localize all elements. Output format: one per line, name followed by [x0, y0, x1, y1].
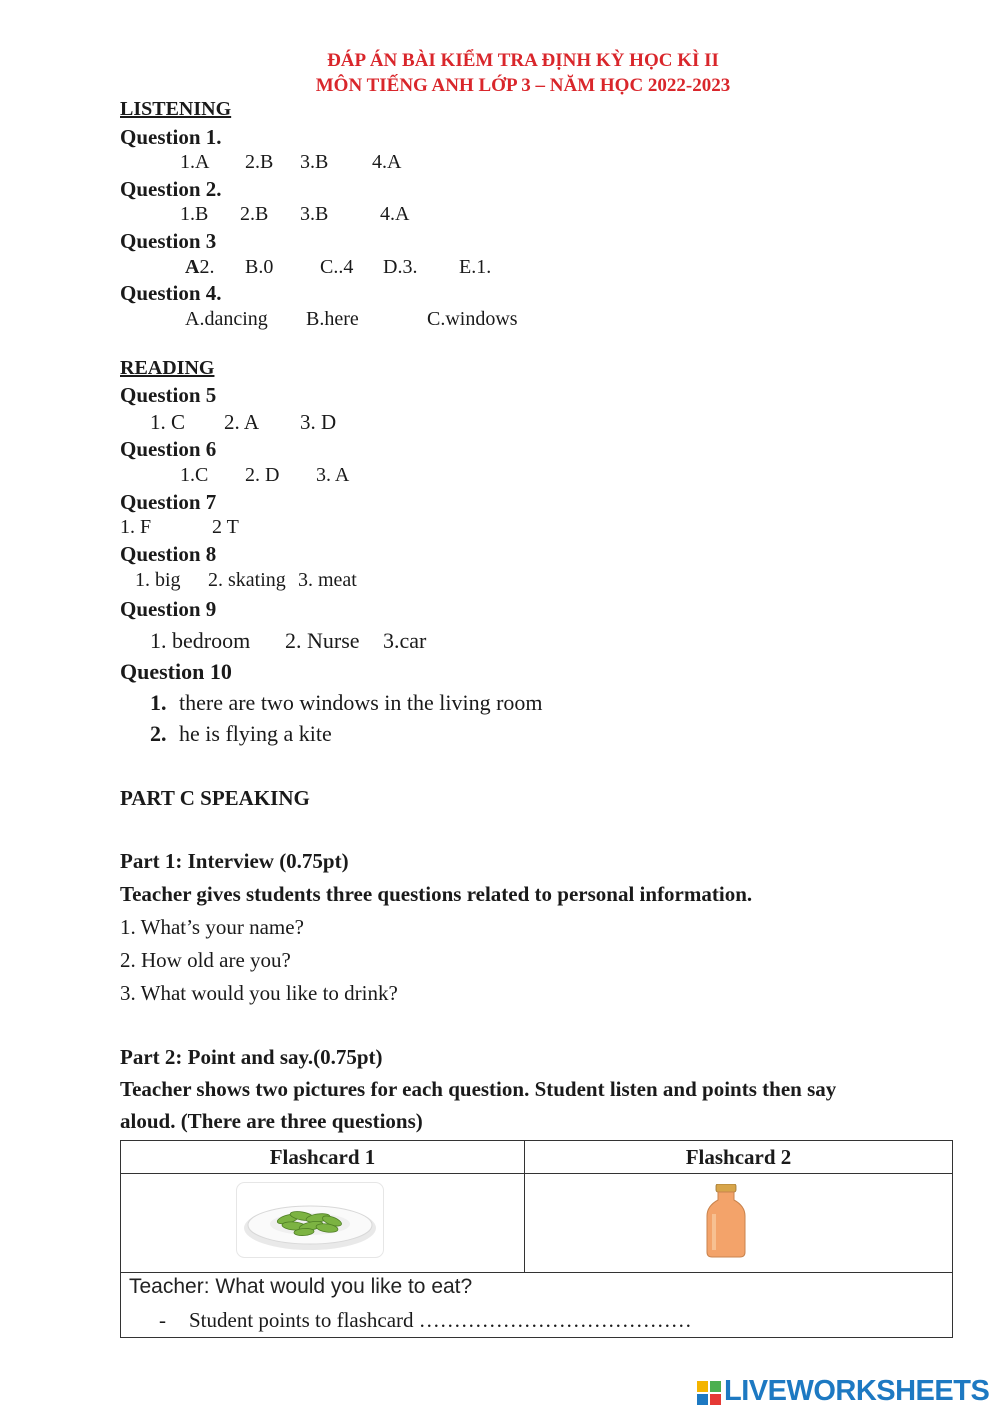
- title-line-1: ĐÁP ÁN BÀI KIỂM TRA ĐỊNH KỲ HỌC KÌ II: [327, 50, 719, 71]
- answer: 2. D: [245, 464, 280, 486]
- answer: 2.B: [240, 203, 269, 225]
- question-9-label: Question 9: [120, 597, 217, 621]
- answer: C.windows: [427, 308, 518, 330]
- part-2-instruction-2: aloud. (There are three questions): [120, 1109, 423, 1133]
- answer: 1. C: [150, 410, 186, 434]
- speaking-heading: PART C SPEAKING: [120, 786, 310, 810]
- answer: 1.B: [180, 203, 209, 225]
- answer: 1. big: [135, 569, 181, 591]
- answer: E.1.: [459, 256, 492, 278]
- question-8-label: Question 8: [120, 542, 217, 566]
- question-10-item: [150, 721, 332, 747]
- flashcard-2-cell[interactable]: [525, 1174, 953, 1273]
- answer: 2. skating: [208, 569, 286, 591]
- answer: 3. A: [316, 464, 350, 486]
- dash-bullet: -: [159, 1308, 166, 1332]
- teacher-prompt-cell: [121, 1273, 953, 1338]
- answer: [185, 256, 214, 279]
- answer: B.here: [306, 308, 359, 330]
- question-6-label: Question 6: [120, 437, 217, 461]
- answer-rest: 2.: [199, 256, 215, 278]
- flashcard-1-header: Flashcard 1: [121, 1141, 525, 1174]
- item-text: there are two windows in the living room: [179, 690, 543, 715]
- flashcard-table: [120, 1140, 953, 1338]
- part-1-instruction: Teacher gives students three questions related to personal information.: [120, 882, 753, 906]
- answer: 2. A: [224, 410, 260, 434]
- answer: 4.A: [372, 151, 402, 173]
- reading-heading: READING: [120, 357, 215, 379]
- item-text: he is flying a kite: [179, 721, 332, 746]
- answer: 2 T: [212, 516, 239, 538]
- answer: 4.A: [380, 203, 410, 225]
- question-4-label: Question 4.: [120, 281, 222, 305]
- part-1-question: 3. What would you like to drink?: [120, 981, 398, 1005]
- answer: 3. meat: [298, 569, 357, 591]
- question-10-label: Question 10: [120, 659, 232, 684]
- answer: A.dancing: [185, 308, 268, 330]
- part-2-instruction-1: Teacher shows two pictures for each question. Student listen and points then say: [120, 1077, 837, 1101]
- part-2-title: Part 2: Point and say.(0.75pt): [120, 1045, 383, 1069]
- answer: D.3.: [383, 256, 418, 278]
- answer: 2.B: [245, 151, 274, 173]
- flashcard-2-header: Flashcard 2: [525, 1141, 953, 1174]
- answer: C..4: [320, 256, 354, 278]
- answer: B.0: [245, 256, 274, 278]
- question-10-item: [150, 690, 543, 716]
- part-1-question: 2. How old are you?: [120, 948, 291, 972]
- answer: 3.B: [300, 151, 329, 173]
- answer-letter: A: [185, 256, 200, 278]
- part-1-question: 1. What’s your name?: [120, 915, 304, 939]
- edamame-plate-image: [236, 1182, 384, 1258]
- answer: 3.car: [383, 628, 427, 653]
- question-2-label: Question 2.: [120, 177, 222, 201]
- student-line[interactable]: Student points to flashcard …………………………………: [189, 1308, 692, 1332]
- answer: 3.B: [300, 203, 329, 225]
- answer: 1.A: [180, 151, 210, 173]
- title-line-2: MÔN TIẾNG ANH LỚP 3 – NĂM HỌC 2022-2023: [315, 75, 731, 96]
- question-3-label: Question 3: [120, 229, 217, 253]
- teacher-line: Teacher: What would you like to eat?: [129, 1275, 473, 1298]
- listening-heading: LISTENING: [120, 98, 232, 120]
- flashcard-1-cell[interactable]: [121, 1174, 525, 1273]
- question-7-label: Question 7: [120, 490, 217, 514]
- answer: 1.C: [180, 464, 209, 486]
- item-number: 2.: [150, 721, 167, 746]
- juice-bottle-image: [703, 1184, 749, 1258]
- liveworksheets-wordmark: LIVEWORKSHEETS: [724, 1375, 990, 1407]
- answer: 3. D: [300, 410, 337, 434]
- answer: 1. bedroom: [150, 628, 251, 653]
- liveworksheets-badge-icon: [697, 1381, 721, 1405]
- item-number: 1.: [150, 690, 167, 715]
- answer: 1. F: [120, 516, 152, 538]
- question-5-label: Question 5: [120, 383, 217, 407]
- answer: 2. Nurse: [285, 628, 360, 653]
- question-1-label: Question 1.: [120, 125, 222, 149]
- part-1-title: Part 1: Interview (0.75pt): [120, 849, 349, 873]
